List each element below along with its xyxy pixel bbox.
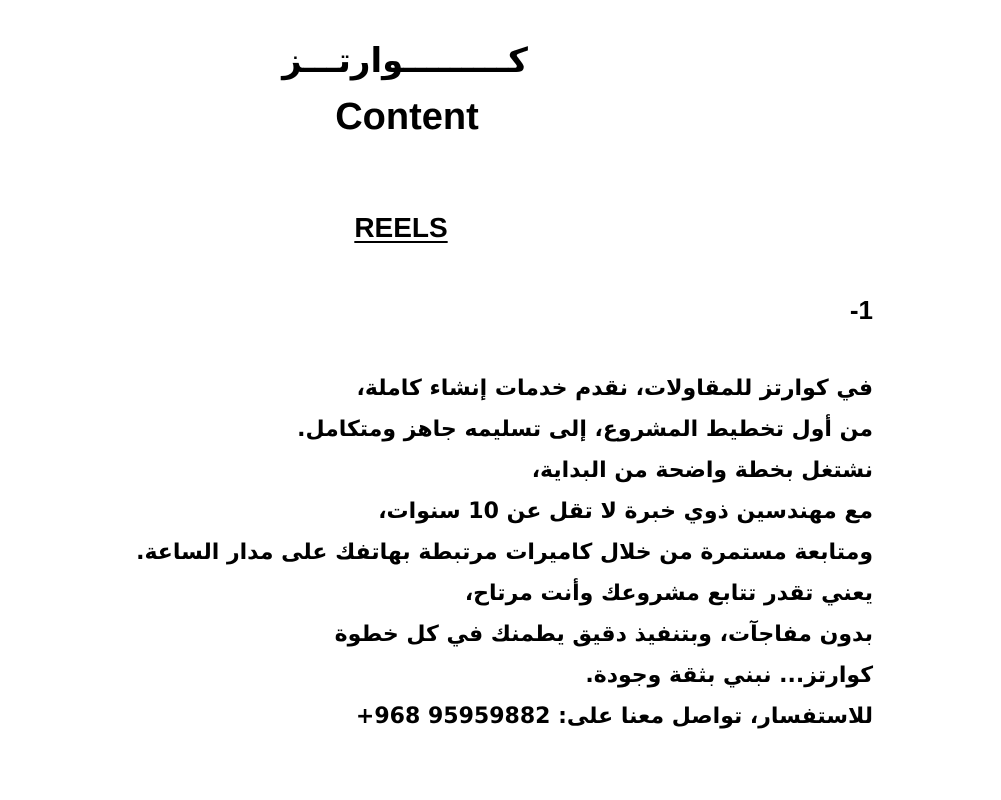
body-line: كوارتز... نبني بثقة وجودة.: [585, 663, 873, 688]
body-line: بدون مفاجآت، وبتنفيذ دقيق يطمنك في كل خطوة: [334, 622, 873, 647]
document-title-arabic: كـــــــــوارتـــز: [282, 41, 528, 81]
body-line: في كوارتز للمقاولات، نقدم خدمات إنشاء كاملة،: [356, 376, 873, 401]
body-line: يعني تقدر تتابع مشروعك وأنت مرتاح،: [464, 581, 873, 606]
item-number: -1: [849, 295, 873, 325]
body-paragraph: [136, 368, 873, 737]
section-heading: REELS: [354, 212, 448, 243]
body-line: ومتابعة مستمرة من خلال كاميرات مرتبطة بهاتفك على مدار الساعة.: [136, 540, 873, 565]
contact-line: للاستفسار، تواصل معنا على: 95959882 968+: [355, 704, 873, 729]
body-line: مع مهندسين ذوي خبرة لا تقل عن 10 سنوات،: [378, 499, 873, 524]
body-line: نشتغل بخطة واضحة من البداية،: [531, 458, 873, 483]
document-title-english: Content: [335, 96, 479, 138]
body-line: من أول تخطيط المشروع، إلى تسليمه جاهز ومتكامل.: [297, 417, 873, 442]
